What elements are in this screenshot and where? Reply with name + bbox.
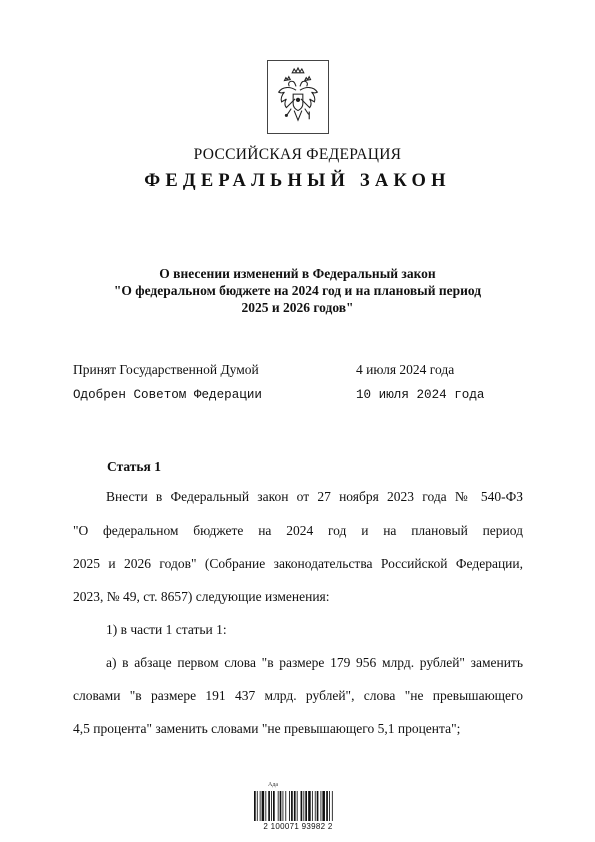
barcode-icon: [254, 791, 342, 821]
barcode-bar: [257, 791, 258, 821]
barcode-bar: [280, 791, 282, 821]
barcode-bar: [265, 791, 266, 821]
barcode-bar: [297, 791, 298, 821]
barcode-bar: [329, 791, 330, 821]
duma-approval-label: Принят Государственной Думой: [73, 362, 259, 377]
barcode-bar: [283, 791, 284, 821]
barcode-bar: [285, 791, 286, 821]
council-approval-label: Одобрен Советом Федерации: [73, 388, 262, 402]
state-emblem: [267, 60, 329, 134]
barcode-bar: [308, 791, 311, 821]
barcode-bar: [305, 791, 307, 821]
council-approval-date: 10 июля 2024 года: [356, 388, 485, 402]
barcode-number: 2 100071 93982 2: [263, 822, 333, 831]
barcode-bar: [291, 791, 293, 821]
article-text-line: словами "в размере 191 437 млрд. рублей", слова "не превышающего: [73, 688, 523, 703]
article-heading: Статья 1: [107, 459, 161, 474]
article-text-line: 2025 и 2026 годов" (Собрание законодательства Российской Федерации,: [73, 556, 523, 571]
barcode-bar: [262, 791, 265, 821]
barcode-bar: [312, 791, 313, 821]
barcode-bar: [278, 791, 279, 821]
country-name: РОССИЙСКАЯ ФЕДЕРАЦИЯ: [193, 146, 402, 163]
article-item-line: 1) в части 1 статьи 1:: [106, 622, 227, 637]
law-title-line: О внесении изменений в Федеральный закон: [159, 266, 436, 281]
barcode-bar: [271, 791, 272, 821]
barcode-bar: [254, 791, 256, 821]
barcode: [254, 791, 342, 821]
duma-approval-date: 4 июля 2024 года: [356, 362, 455, 377]
document-type: ФЕДЕРАЛЬНЫЙ ЗАКОН: [144, 171, 451, 191]
barcode-bar: [294, 791, 296, 821]
barcode-bar: [289, 791, 290, 821]
barcode-bar: [315, 791, 316, 821]
barcode-bar: [317, 791, 319, 821]
barcode-bar: [322, 791, 325, 821]
article-text-line: а) в абзаце первом слова "в размере 179 956 млрд. рублей" заменить: [106, 655, 523, 670]
article-text-line: "О федеральном бюджете на 2024 год и на плановый период: [73, 523, 523, 538]
barcode-bar: [301, 791, 303, 821]
article-text-line: Внести в Федеральный закон от 27 ноября 2023 года № 540-ФЗ: [106, 489, 523, 504]
barcode-bar: [332, 791, 333, 821]
barcode-bar: [273, 791, 275, 821]
barcode-bar: [321, 791, 322, 821]
barcode-bar: [260, 791, 261, 821]
article-text-line: 2023, № 49, ст. 8657) следующие изменения:: [73, 589, 330, 604]
barcode-mark: Ада: [268, 782, 279, 788]
barcode-bar: [268, 791, 270, 821]
double-headed-eagle-icon: [268, 61, 328, 133]
article-text-line: 4,5 процента" заменить словами "не превышающего 5,1 процента";: [73, 721, 461, 736]
law-title-line: "О федеральном бюджете на 2024 год и на плановый период: [113, 283, 482, 298]
law-title: [60, 265, 535, 316]
law-title-line: 2025 и 2026 годов": [241, 300, 354, 315]
barcode-bar: [326, 791, 328, 821]
barcode-bar: [303, 791, 304, 821]
